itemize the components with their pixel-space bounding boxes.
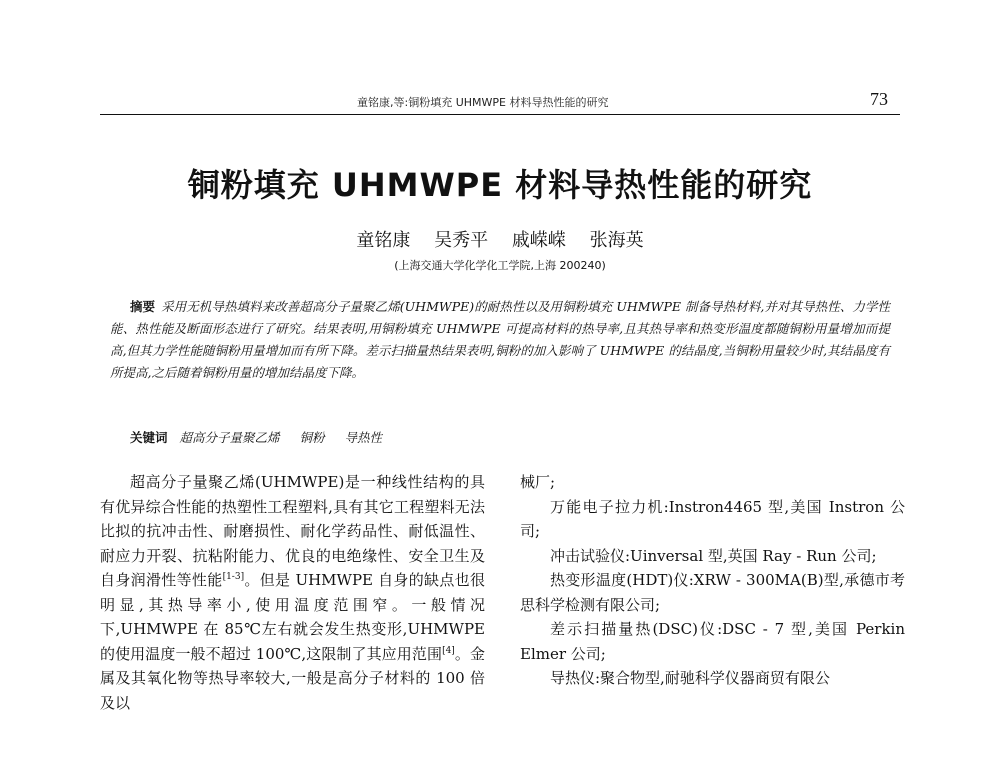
- keyword: 铜粉: [299, 430, 325, 445]
- page-number: 73: [870, 89, 888, 109]
- body-text: 。金属及其氧化物等热导率较大,一般是高分子材料的 100 倍及以: [100, 644, 485, 712]
- body-paragraph: [100, 470, 485, 715]
- citation: [1-3]: [222, 572, 245, 582]
- paper-title: 铜粉填充 UHMWPE 材料导热性能的研究: [187, 166, 813, 204]
- body-column-right: [520, 470, 905, 691]
- abstract: [110, 296, 890, 384]
- citation: [4]: [442, 645, 455, 656]
- keyword: 导热性: [344, 430, 383, 445]
- equipment-item: 差示扫描量热(DSC)仪:DSC - 7 型,美国 Perkin Elmer 公司;: [520, 620, 905, 663]
- keywords-label: 关键词: [130, 430, 168, 445]
- equipment-item: 械厂;: [520, 473, 556, 491]
- author-list: 童铭康 吴秀平 戚嵘嵘 张海英: [356, 230, 644, 251]
- abstract-text: 采用无机导热填料来改善超高分子量聚乙烯(UHMWPE)的耐热性以及用铜粉填充 UHMWPE 制备导热材料,并对其导热性、力学性能、热性能及断面形态进行了研究。结果表明,用铜粉填充 UHMWPE 可提高材料的热导率,且其热导率和热变形温度都随铜粉用量增加而提高,但其力学性能随铜粉用量增加而有所下降。差示扫描量热结果表明,铜粉的加入影响了 UHMWPE 的结晶度,当铜粉用量较少时,其结晶度有所提高,之后随着铜粉用量的增加结晶度下降。: [110, 299, 890, 380]
- affiliation: (上海交通大学化学化工学院,上海 200240): [394, 259, 606, 272]
- keyword: 超高分子量聚乙烯: [179, 430, 280, 445]
- equipment-item: 万能电子拉力机:Instron4465 型,美国 Instron 公司;: [520, 497, 905, 540]
- running-header: 童铭康,等:铜粉填充 UHMWPE 材料导热性能的研究: [357, 96, 609, 109]
- body-text: 。但是 UHMWPE 自身的缺点也很明显,其热导率小,使用温度范围窄。一般情况下,UHMWPE 在 85℃左右就会发生热变形,UHMWPE 的使用温度一般不超过 100℃,这限制了其应用范围: [100, 571, 485, 663]
- body-text: 超高分子量聚乙烯(UHMWPE)是一种线性结构的具有优异综合性能的热塑性工程塑料,具有其它工程塑料无法比拟的抗冲击性、耐磨损性、耐化学药品性、耐低温性、耐应力开裂、抗粘附能力、优良的电绝缘性、安全卫生及自身润滑性等性能: [100, 473, 485, 589]
- body-column-left: [100, 470, 485, 715]
- equipment-item: 热变形温度(HDT)仪:XRW - 300MA(B)型,承德市考思科学检测有限公司;: [520, 571, 905, 614]
- equipment-item: 冲击试验仪:Uinversal 型,英国 Ray - Run 公司;: [550, 546, 877, 565]
- equipment-item: 导热仪:聚合物型,耐驰科学仪器商贸有限公: [550, 669, 830, 687]
- abstract-label: 摘要: [130, 299, 156, 314]
- keywords: [130, 428, 890, 446]
- header-rule: [100, 114, 900, 115]
